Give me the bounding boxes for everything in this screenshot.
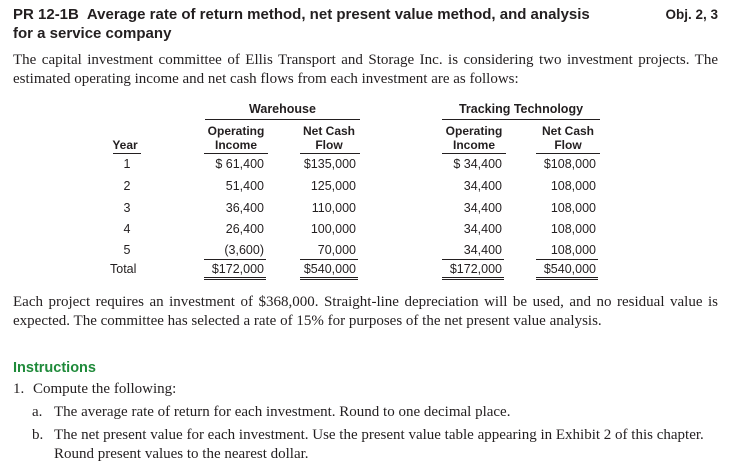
row-2-tt-income: 34,400 [463, 179, 502, 193]
row-5-tt-income: 34,400 [463, 243, 502, 257]
row-5-tt-cash-underline [536, 259, 598, 260]
total-wh-cash-double-underline [300, 277, 358, 280]
total-tt-cash-double-underline [536, 277, 598, 280]
row-5-wh-cash: 70,000 [317, 243, 356, 257]
group-header-tracking: Tracking Technology [458, 102, 584, 116]
wh-income-header [200, 124, 272, 152]
tt-cash-header [532, 124, 604, 152]
instruction-item-b-text: The net present value for each investment. Use the present value table appearing in Exhibit 2 of this chapter. Round present values to the nearest dollar. [54, 427, 704, 462]
row-5-wh-cash-underline [300, 259, 358, 260]
wh-cash-header-rule [300, 153, 360, 154]
total-tt-income-double-underline [442, 277, 504, 280]
problem-title [13, 5, 613, 43]
intro-paragraph: The capital investment committee of Ellis Transport and Storage Inc. is considering two investment projects. The estimated operating income and net cash flows from each investment are as follows: [13, 52, 718, 87]
wh-cash-header-line1: Net Cash [302, 124, 355, 138]
wh-income-header-line2: Income [214, 138, 257, 152]
row-5-tt-income-underline [442, 259, 504, 260]
row-1-tt-cash: $108,000 [543, 157, 596, 171]
total-wh-income-double-underline [204, 277, 266, 280]
total-wh-income: $172,000 [211, 262, 264, 276]
problem-title-text: Average rate of return method, net present value method, and analysis for a service company [13, 6, 590, 42]
row-4-year: 4 [123, 222, 131, 236]
total-tt-cash: $540,000 [543, 262, 596, 276]
instructions-heading: Instructions [13, 360, 96, 376]
row-3-year: 3 [123, 201, 131, 215]
row-2-year: 2 [123, 179, 131, 193]
tt-cash-header-line1: Net Cash [541, 124, 594, 138]
tt-cash-header-line2: Flow [554, 138, 582, 152]
row-3-tt-cash: 108,000 [550, 201, 596, 215]
row-1-tt-income: $ 34,400 [453, 157, 502, 171]
tt-income-header-line2: Income [452, 138, 495, 152]
cash-flow-table [0, 100, 730, 290]
row-3-wh-cash: 110,000 [311, 201, 356, 215]
instruction-item-1-text: Compute the following: [33, 381, 177, 397]
row-5-year: 5 [123, 243, 131, 257]
year-header [110, 138, 140, 152]
problem-code: PR 12-1B [13, 6, 79, 23]
row-3-wh-income: 36,400 [225, 201, 264, 215]
total-label: Total [110, 262, 137, 276]
row-2-wh-income: 51,400 [225, 179, 264, 193]
wh-income-header-line1: Operating [207, 124, 265, 138]
row-4-wh-cash: 100,000 [310, 222, 356, 236]
year-header-text: Year [112, 138, 138, 152]
row-2-wh-cash: 125,000 [310, 179, 356, 193]
objectives-label: Obj. 2, 3 [665, 7, 718, 22]
investment-paragraph: Each project requires an investment of $368,000. Straight-line depreciation will be used, and no residual value is expected. The committee has selected a rate of 15% for purposes of the net present value analysis. [13, 294, 718, 329]
group-header-warehouse: Warehouse [249, 102, 316, 116]
total-tt-income: $172,000 [449, 262, 502, 276]
row-5-wh-income-underline [204, 259, 266, 260]
group-rule-tracking [442, 119, 600, 120]
row-3-tt-income: 34,400 [463, 201, 502, 215]
row-4-tt-income: 34,400 [463, 222, 502, 236]
row-5-tt-cash: 108,000 [550, 243, 596, 257]
instruction-item-b [32, 426, 722, 464]
row-1-wh-cash: $135,000 [303, 157, 356, 171]
tt-income-header-rule [442, 153, 506, 154]
row-2-tt-cash: 108,000 [550, 179, 596, 193]
row-5-wh-income: (3,600) [224, 243, 264, 257]
row-4-wh-income: 26,400 [225, 222, 264, 236]
problem-header [13, 5, 718, 43]
year-header-rule [113, 153, 141, 154]
wh-cash-header-line2: Flow [315, 138, 343, 152]
tt-income-header-line1: Operating [445, 124, 503, 138]
instruction-item-b-num: b. [32, 427, 44, 443]
tt-cash-header-rule [536, 153, 600, 154]
instruction-item-1-num: 1. [13, 381, 25, 397]
instruction-item-a-num: a. [32, 404, 43, 420]
instruction-item-a [32, 403, 722, 422]
total-wh-cash: $540,000 [303, 262, 356, 276]
wh-cash-header [294, 124, 364, 152]
wh-income-header-rule [204, 153, 268, 154]
row-1-year: 1 [123, 157, 131, 171]
tt-income-header [438, 124, 510, 152]
group-rule-warehouse [205, 119, 360, 120]
row-1-wh-income: $ 61,400 [215, 157, 264, 171]
instruction-item-a-text: The average rate of return for each investment. Round to one decimal place. [54, 404, 511, 420]
row-4-tt-cash: 108,000 [550, 222, 596, 236]
instruction-item-1 [13, 380, 718, 399]
